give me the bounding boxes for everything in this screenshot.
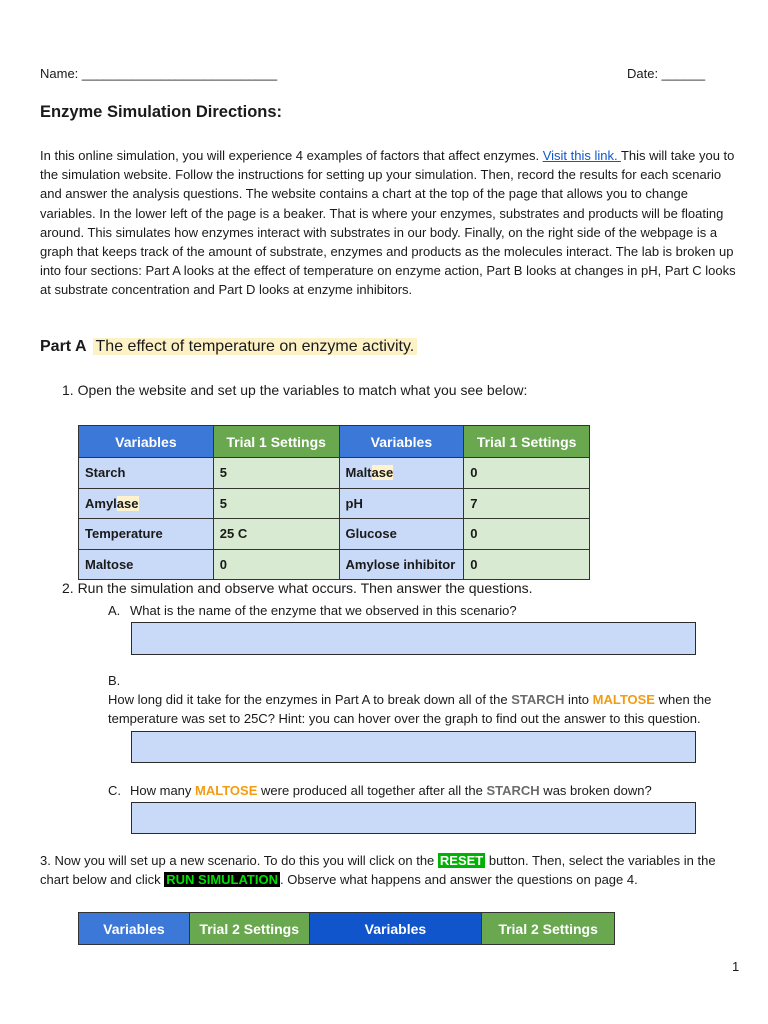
trial-1-settings-table — [78, 425, 590, 580]
question-2b — [108, 671, 738, 728]
simulation-link[interactable]: Visit this link. — [542, 148, 621, 163]
question-fragment: were produced all together after all the — [257, 783, 487, 798]
question-text — [108, 690, 718, 728]
keyword-starch: STARCH — [486, 783, 540, 798]
part-a-label: Part A — [40, 338, 87, 355]
step-3-fragment: button. Then, select the variables in the chart below and click — [40, 853, 716, 888]
answer-box-2b[interactable] — [131, 731, 696, 763]
part-a-heading — [40, 338, 417, 356]
question-text — [130, 781, 652, 800]
date-field-label: Date: ______ — [627, 66, 706, 81]
page-title: Enzyme Simulation Directions: — [40, 103, 283, 121]
question-letter: C. — [108, 783, 121, 798]
question-1: 1. Open the website and set up the variables to match what you see below: — [62, 382, 528, 398]
table-header: Trial 1 Settings — [464, 426, 590, 458]
variable-cell: Temperature — [79, 519, 214, 550]
setting-cell: 5 — [213, 458, 339, 489]
table-header: Trial 2 Settings — [482, 913, 615, 945]
suffix-highlight: ase — [371, 465, 394, 481]
table-header: Trial 2 Settings — [189, 913, 309, 945]
trial-2-settings-table — [78, 912, 615, 945]
question-letter: A. — [108, 603, 121, 618]
question-2c — [108, 781, 652, 800]
table-header: Variables — [339, 426, 464, 458]
question-fragment: when the temperature was set to 25C? Hint: you can hover over the graph to find out the answer to this question. — [108, 692, 712, 726]
run-simulation-label: RUN SIMULATION — [166, 872, 278, 888]
answer-box-2a[interactable] — [131, 622, 696, 655]
table-row — [79, 458, 590, 489]
table-header-row — [79, 913, 615, 945]
step-3-paragraph — [40, 851, 740, 889]
reset-button-label: RESET — [439, 853, 484, 868]
setting-cell: 0 — [464, 549, 590, 580]
suffix-highlight: ase — [116, 495, 139, 511]
table-header: Variables — [79, 913, 190, 945]
setting-cell: 0 — [464, 458, 590, 489]
table-header: Variables — [79, 426, 214, 458]
question-text: What is the name of the enzyme that we observed in this scenario? — [130, 603, 517, 618]
variable-cell: Starch — [79, 458, 214, 489]
question-fragment: into — [564, 692, 593, 707]
step-3-fragment: 3. Now you will set up a new scenario. To do this you will click on the — [40, 853, 438, 868]
table-row — [79, 488, 590, 519]
table-row — [79, 549, 590, 580]
page-number: 1 — [732, 959, 740, 974]
part-a-topic: The effect of temperature on enzyme activity. — [93, 338, 418, 355]
variable-cell — [79, 488, 214, 519]
table-row — [79, 519, 590, 550]
intro-text-before: In this online simulation, you will experience 4 examples of factors that affect enzymes. — [40, 148, 543, 163]
keyword-maltose: MALTOSE — [592, 692, 655, 707]
name-field-label: Name: ___________________________ — [40, 66, 278, 81]
setting-cell: 7 — [464, 488, 590, 519]
intro-paragraph — [40, 146, 740, 300]
table-header-row — [79, 426, 590, 458]
setting-cell: 0 — [213, 549, 339, 580]
question-letter: B. — [108, 673, 121, 688]
variable-text: Malt — [345, 465, 372, 481]
question-fragment: was broken down? — [539, 783, 652, 798]
setting-cell: 0 — [464, 519, 590, 550]
keyword-maltose: MALTOSE — [195, 783, 258, 798]
question-fragment: How many — [130, 783, 196, 798]
table-header: Trial 1 Settings — [213, 426, 339, 458]
variable-cell — [339, 458, 464, 489]
intro-text-after: This will take you to the simulation website. Follow the instructions for setting up your simulation. Then, record the results for each scenario and answer the analysis questions. The website contains a chart at the top of the page that allows you to change variables. In the lower left of the page is a beaker. That is where your enzymes, substrates and products will be floating around. This simulates how enzymes interact with substrates in our body. Finally, on the right side of the webpage is a graph that keeps track of the amount of substrate, enzymes and products as the molecules interact. The lab is broken up into four sections: Part A looks at the effect of temperature on enzyme action, Part B looks at changes in pH, Part C looks at substrate concentration and Part D looks at enzyme inhibitors. — [40, 148, 736, 298]
question-2: 2. Run the simulation and observe what occurs. Then answer the questions. — [62, 580, 533, 596]
variable-text: Amyl — [85, 495, 117, 511]
variable-cell: pH — [339, 488, 464, 519]
table-header: Variables — [309, 913, 482, 945]
step-3-fragment: . Observe what happens and answer the questions on page 4. — [279, 872, 638, 888]
answer-box-2c[interactable] — [131, 802, 696, 834]
keyword-starch: STARCH — [511, 692, 565, 707]
variable-cell: Maltose — [79, 549, 214, 580]
question-2a — [108, 601, 517, 620]
setting-cell: 5 — [213, 488, 339, 519]
variable-cell: Glucose — [339, 519, 464, 550]
setting-cell: 25 C — [213, 519, 339, 550]
variable-cell: Amylose inhibitor — [339, 549, 464, 580]
question-fragment: How long did it take for the enzymes in Part A to break down all of the — [108, 692, 512, 707]
